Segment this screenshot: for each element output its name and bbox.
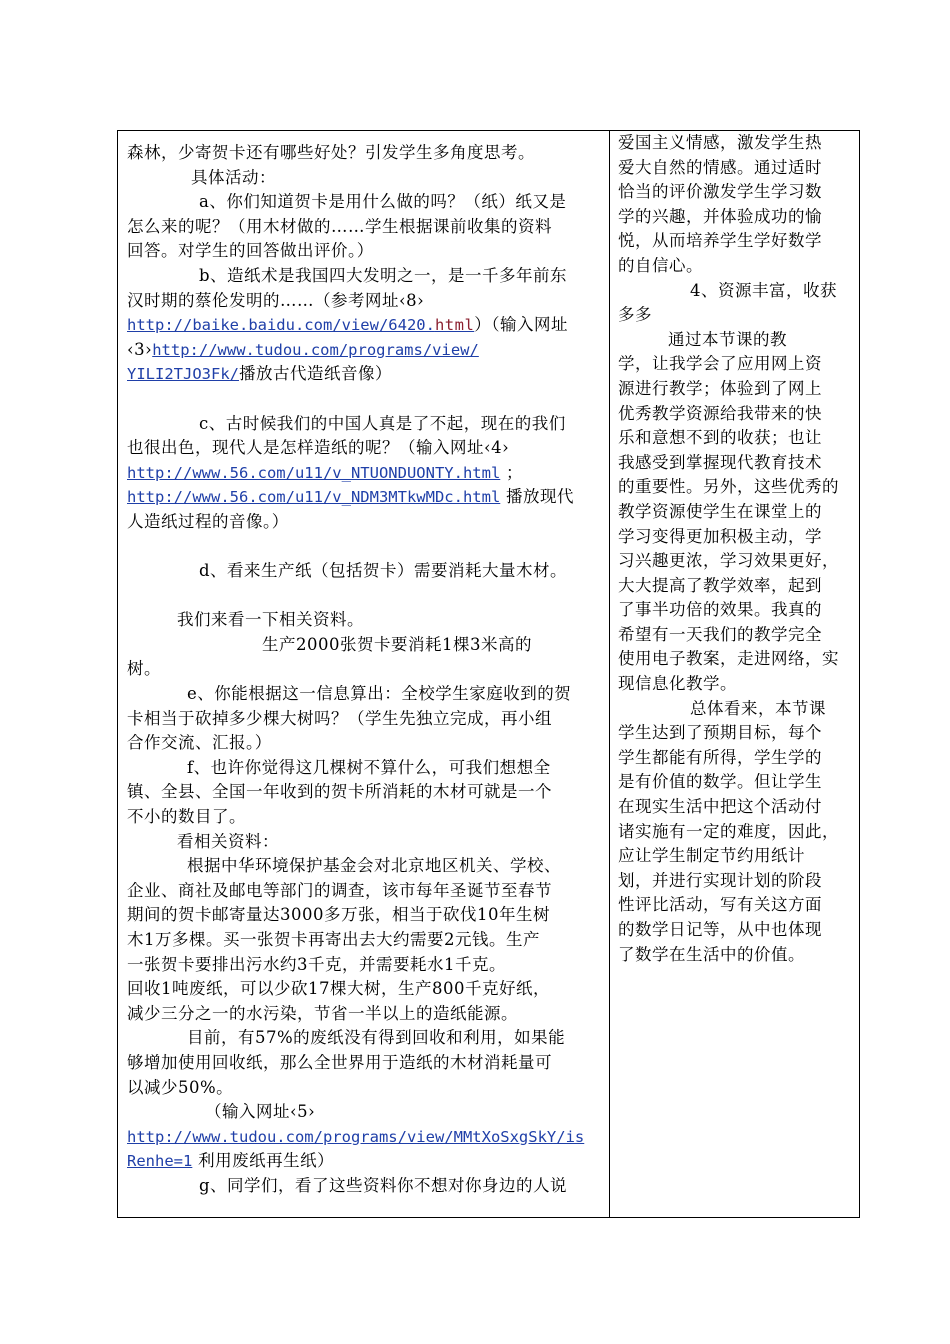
text-line: 生产2000张贺卡要消耗1棵3米高的 xyxy=(262,634,532,654)
text-line: 回收1吨废纸，可以少砍17棵大树，生产800千克好纸， xyxy=(127,979,550,999)
text-line: 学习变得更加积极主动，学 xyxy=(618,526,822,546)
text-segment: ； xyxy=(506,462,524,482)
text-line: 镇、全县、全国一年收到的贺卡所消耗的木材可就是一个 xyxy=(127,782,552,802)
text-line xyxy=(127,313,601,338)
text-line xyxy=(127,1125,601,1150)
text-line: 总体看来，本节课 xyxy=(690,698,826,718)
text-segment: 利用废纸再生纸） xyxy=(198,1151,335,1171)
text-line: 在现实生活中把这个活动付 xyxy=(618,797,822,817)
text-line xyxy=(127,338,601,363)
text-line: b、造纸术是我国四大发明之一，是一千多年前东 xyxy=(199,265,568,285)
spacer xyxy=(127,584,601,609)
text-line: 我们来看一下相关资料。 xyxy=(177,610,364,630)
text-line: 恰当的评价激发学生学习数 xyxy=(618,182,822,202)
text-line: 的重要性。另外，这些优秀的 xyxy=(618,477,839,497)
text-line: 的数学日记等，从中也体现 xyxy=(618,920,822,939)
text-line: 通过本节课的教 xyxy=(668,329,787,349)
text-line: e、你能根据这一信息算出：全校学生家庭收到的贺 xyxy=(187,684,572,704)
text-line: 汉时期的蔡伦发明的……（参考网址‹8› xyxy=(127,290,425,310)
text-line: 使用电子教案，走进网络，实 xyxy=(618,649,839,669)
text-line: 性评比活动，写有关这方面 xyxy=(618,895,822,915)
text-line: 了数学在生活中的价值。 xyxy=(618,944,805,964)
text-line: 减少三分之一的水污染，节省一半以上的造纸能源。 xyxy=(127,1003,518,1023)
tudou-link-recycle-cont[interactable]: Renhe=1 xyxy=(127,1152,193,1171)
text-line: d、看来生产纸（包括贺卡）需要消耗大量木材。 xyxy=(199,561,568,581)
text-line: 看相关资料： xyxy=(177,831,279,851)
text-line xyxy=(127,1149,601,1174)
56-link-1[interactable]: http://www.56.com/u11/v_NTUONDUONTY.html xyxy=(127,463,501,482)
text-segment: 播放古代造纸音像） xyxy=(238,364,392,384)
baike-link[interactable]: http://baike.baidu.com/view/6420. xyxy=(127,316,435,335)
lesson-table xyxy=(117,130,860,1218)
spacer xyxy=(127,387,601,412)
text-line: 希望有一天我们的教学完全 xyxy=(618,624,822,644)
text-line: 现信息化教学。 xyxy=(618,674,737,694)
text-line xyxy=(127,362,601,387)
text-line: 爱国主义情感，激发学生热 xyxy=(618,133,822,152)
text-line: 卡相当于砍掉多少棵大树吗？（学生先独立完成，再小组 xyxy=(127,708,552,728)
text-line: 目前，有57%的废纸没有得到回收和利用，如果能 xyxy=(187,1028,566,1048)
text-line: 了事半功倍的效果。我真的 xyxy=(618,600,822,620)
text-line: 以减少50%。 xyxy=(127,1077,234,1097)
section-heading-cont: 多多 xyxy=(618,305,652,325)
text-line: 具体活动： xyxy=(191,167,276,187)
section-heading: 4、资源丰富，收获 xyxy=(690,280,837,300)
tudou-link-ancient-cont[interactable]: YILI2TJO3Fk/ xyxy=(127,365,239,384)
text-line: a、你们知道贺卡是用什么做的吗？（纸）纸又是 xyxy=(199,192,567,212)
text-line: 乐和意想不到的收获；也让 xyxy=(618,428,822,448)
text-segment: ‹3› xyxy=(127,339,153,359)
activity-cell xyxy=(118,131,610,1217)
text-line: 学，让我学会了应用网上资 xyxy=(618,354,822,374)
text-line: 木1万多棵。买一张贺卡再寄出去大约需要2元钱。生产 xyxy=(127,930,540,949)
text-segment: 播放现代 xyxy=(506,487,575,507)
text-line xyxy=(127,461,601,486)
text-line: 的自信心。 xyxy=(618,255,703,275)
text-line: 不小的数目了。 xyxy=(127,807,246,827)
text-line: 教学资源使学生在课堂上的 xyxy=(618,501,822,521)
text-line: 划，并进行实现计划的阶段 xyxy=(618,870,822,890)
text-line: 诸实施有一定的难度，因此， xyxy=(618,821,839,841)
text-line: 学生达到了预期目标，每个 xyxy=(618,723,822,743)
text-line: 期间的贺卡邮寄量达3000多万张，相当于砍伐10年生树 xyxy=(127,905,550,925)
text-line: 怎么来的呢？（用木材做的……学生根据课前收集的资料 xyxy=(127,216,552,236)
text-line: 学的兴趣，并体验成功的愉 xyxy=(618,206,822,226)
baike-link-suffix[interactable]: html xyxy=(434,316,475,335)
text-line: 森林，少寄贺卡还有哪些好处？引发学生多角度思考。 xyxy=(127,143,535,162)
text-line: 合作交流、汇报。） xyxy=(127,733,272,753)
reflection-cell xyxy=(610,131,859,1217)
text-line: 一张贺卡要排出污水约3千克，并需要耗水1千克。 xyxy=(127,954,506,974)
text-line: 大大提高了教学效率，起到 xyxy=(618,575,822,595)
tudou-link-recycle[interactable]: http://www.tudou.com/programs/view/MMtXoSxgSkY/is xyxy=(127,1127,585,1146)
text-line: 企业、商社及邮电等部门的调查，该市每年圣诞节至春节 xyxy=(127,880,552,900)
text-line xyxy=(127,485,601,510)
text-line: 人造纸过程的音像。） xyxy=(127,511,289,531)
text-segment: ）（输入网址 xyxy=(474,315,569,335)
text-line: 我感受到掌握现代教育技术 xyxy=(618,452,822,472)
text-line: 是有价值的数学。但让学生 xyxy=(618,772,822,792)
text-line: 优秀教学资源给我带来的快 xyxy=(618,403,822,423)
text-line: 也很出色，现代人是怎样造纸的呢？（输入网址‹4› xyxy=(127,438,510,458)
text-line: 应让学生制定节约用纸计 xyxy=(618,846,805,866)
text-line: f、也许你觉得这几棵树不算什么，可我们想想全 xyxy=(187,757,551,777)
text-line: 根据中华环境保护基金会对北京地区机关、学校、 xyxy=(187,856,561,876)
text-line: 树。 xyxy=(127,659,161,679)
text-line: 够增加使用回收纸，那么全世界用于造纸的木材消耗量可 xyxy=(127,1052,552,1072)
56-link-2[interactable]: http://www.56.com/u11/v_NDM3MTkwMDc.html xyxy=(127,488,501,507)
text-line: 源进行教学；体验到了网上 xyxy=(618,378,822,398)
text-line: 学生都能有所得，学生学的 xyxy=(618,747,822,767)
spacer xyxy=(127,535,601,560)
text-line: 回答。对学生的回答做出评价。） xyxy=(127,241,374,261)
text-line: 悦，从而培养学生学好数学 xyxy=(618,231,822,251)
text-line: g、同学们，看了这些资料你不想对你身边的人说 xyxy=(199,1175,568,1195)
text-line: 习兴趣更浓，学习效果更好， xyxy=(618,551,839,571)
text-line: 爱大自然的情感。通过适时 xyxy=(618,157,822,177)
text-line: c、古时候我们的中国人真是了不起，现在的我们 xyxy=(199,413,566,433)
text-line: （输入网址‹5› xyxy=(205,1102,316,1122)
tudou-link-ancient[interactable]: http://www.tudou.com/programs/view/ xyxy=(152,340,479,359)
